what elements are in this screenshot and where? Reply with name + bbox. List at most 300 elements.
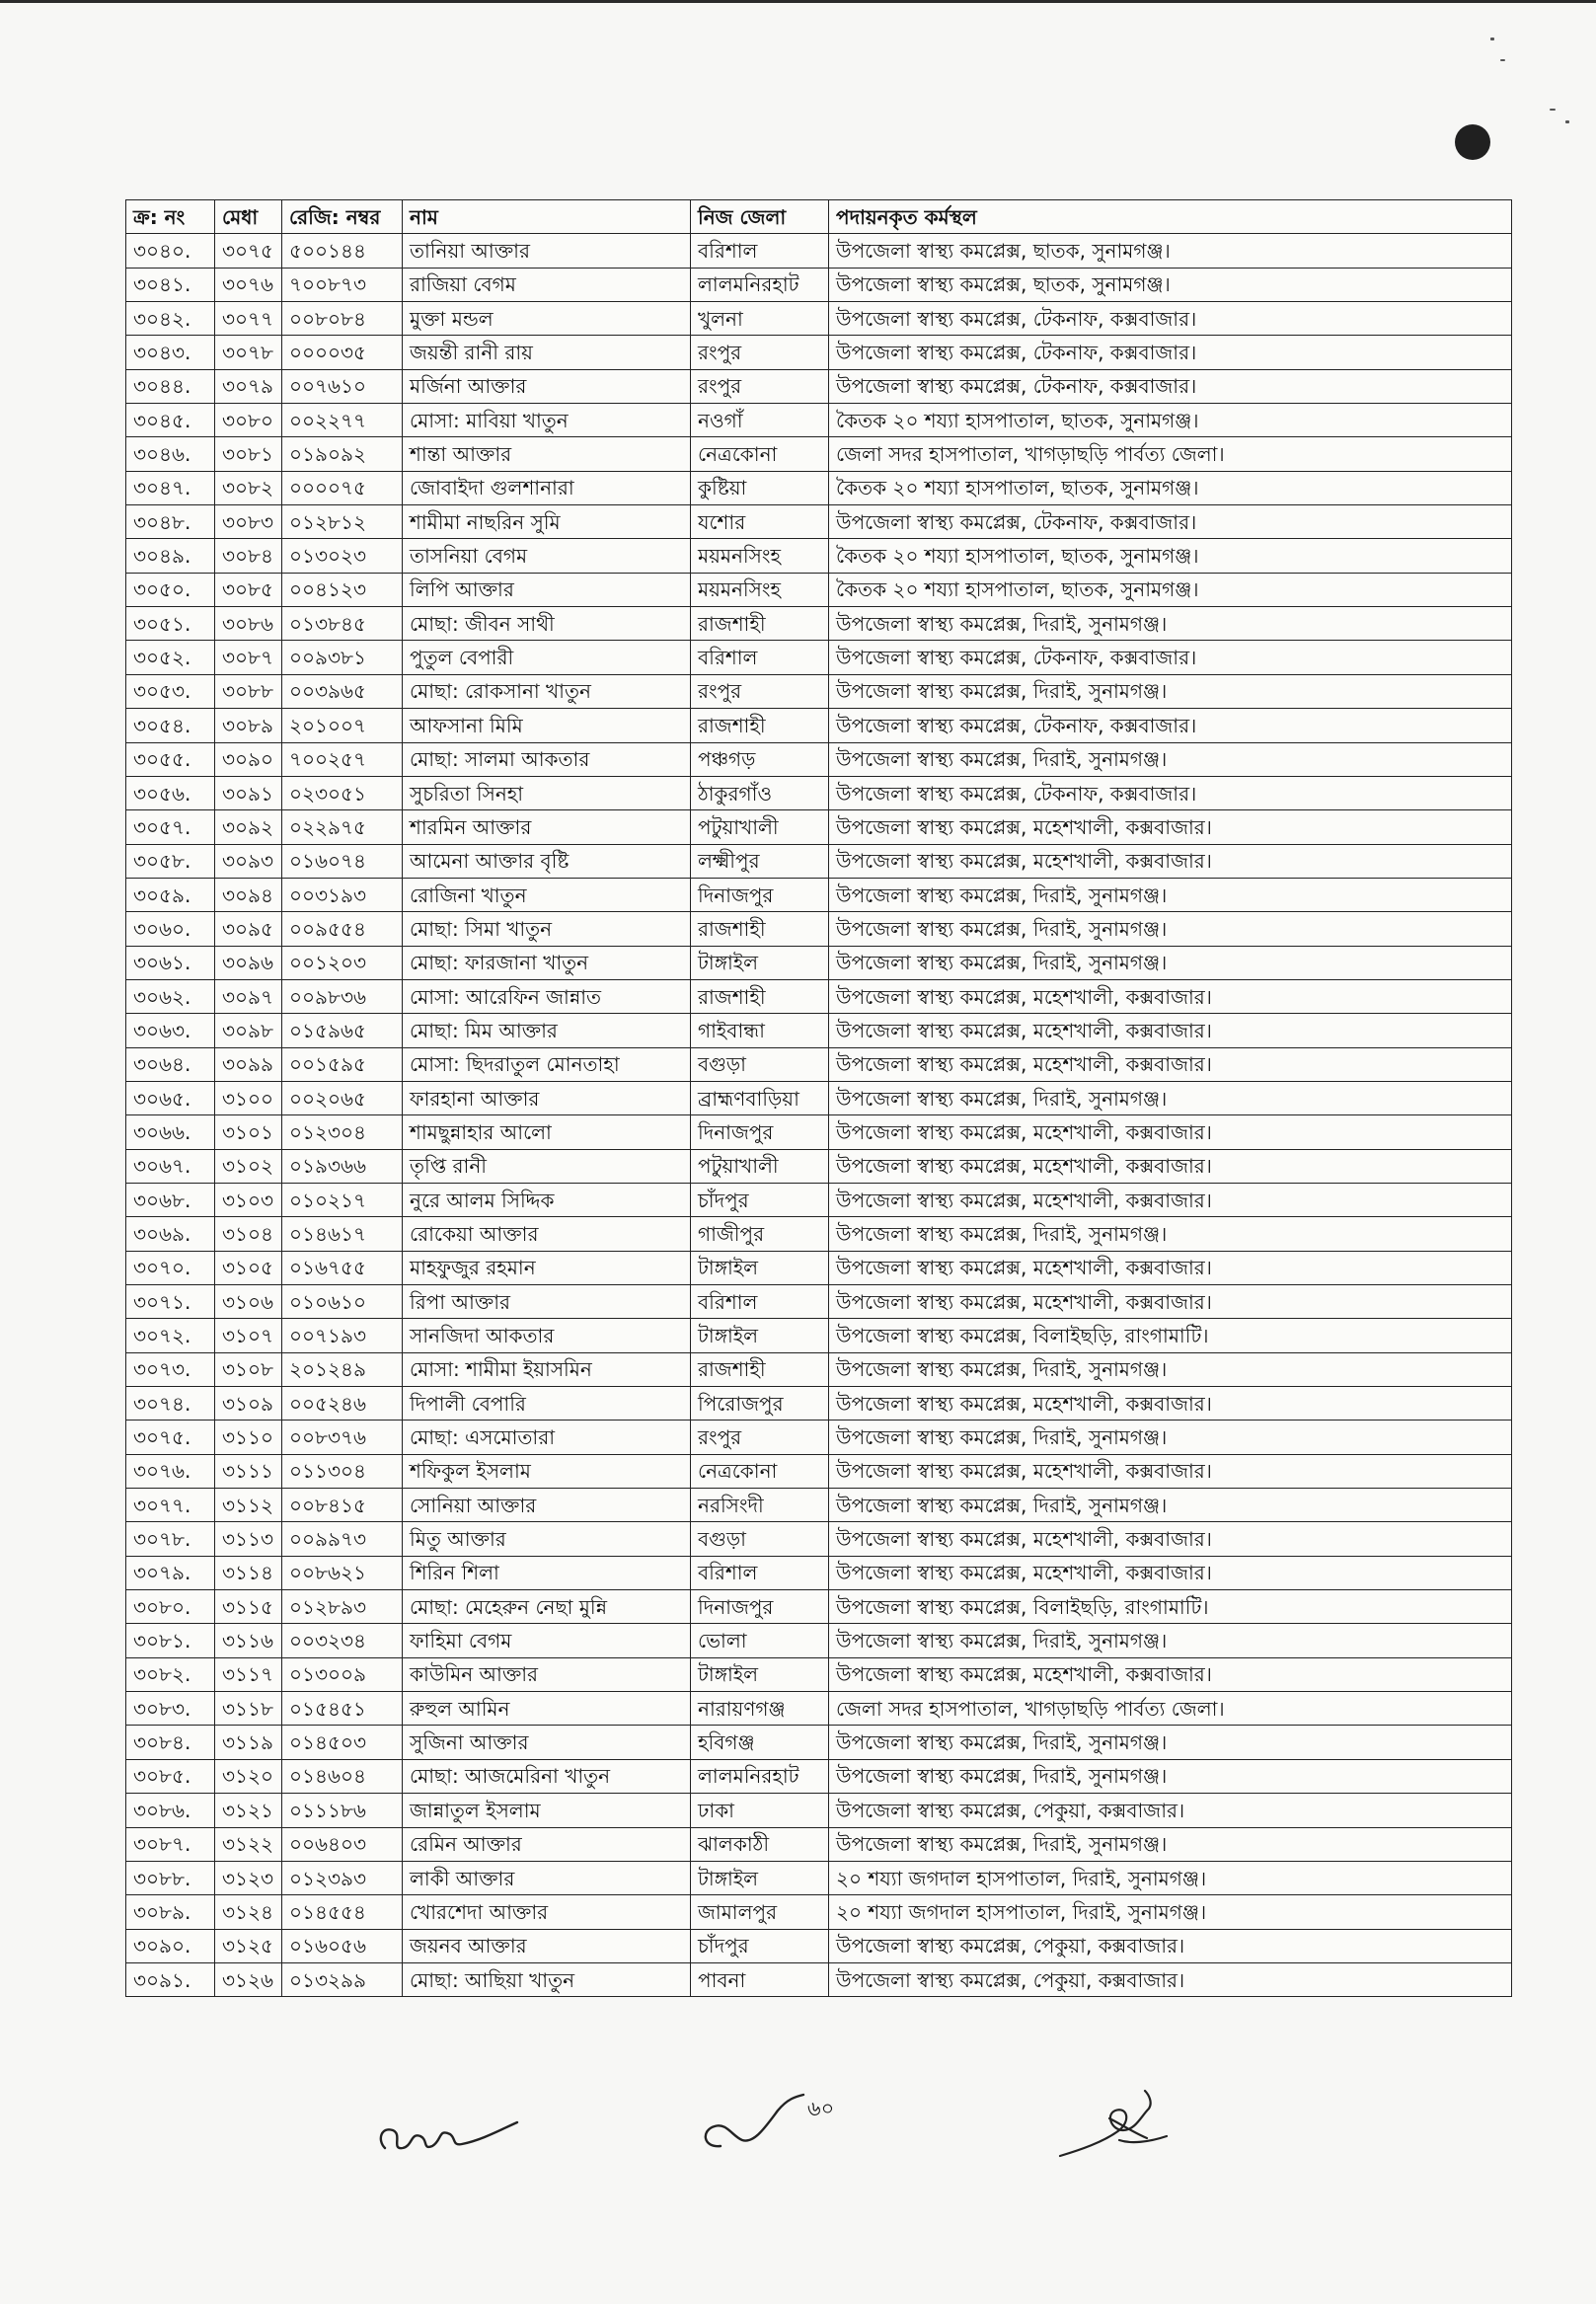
cell-name: শামছুন্নাহার আলো: [403, 1115, 691, 1149]
cell-merit: ৩০৮৬: [215, 607, 282, 641]
cell-name: রাজিয়া বেগম: [403, 268, 691, 301]
cell-name: তৃপ্তি রানী: [403, 1149, 691, 1183]
cell-name: কাউমিন আক্তার: [403, 1657, 691, 1691]
cell-name: ফারহানা আক্তার: [403, 1081, 691, 1114]
table-row: [126, 573, 1512, 606]
cell-reg: ০০২২৭৭: [282, 404, 403, 437]
cell-district: রাজশাহী: [691, 979, 829, 1013]
cell-merit: ৩১২৫: [215, 1929, 282, 1962]
table-row: [126, 1251, 1512, 1284]
cell-name: মোছা: সিমা খাতুন: [403, 912, 691, 946]
cell-posting: উপজেলা স্বাস্থ্য কমপ্লেক্স, দিরাই, সুনামগঞ্জ।: [829, 1827, 1512, 1861]
cell-serial: ৩০৪৭.: [126, 471, 215, 504]
cell-name: আফসানা মিমি: [403, 709, 691, 742]
table-row: [126, 1759, 1512, 1793]
cell-reg: ০০৮০৮৪: [282, 302, 403, 336]
cell-name: মোছা: মেহেরুন নেছা মুন্নি: [403, 1590, 691, 1624]
cell-posting: উপজেলা স্বাস্থ্য কমপ্লেক্স, দিরাই, সুনামগঞ্জ।: [829, 607, 1512, 641]
cell-serial: ৩০৫৬.: [126, 776, 215, 809]
cell-name: সোনিয়া আক্তার: [403, 1489, 691, 1522]
cell-posting: কৈতক ২০ শয্যা হাসপাতাল, ছাতক, সুনামগঞ্জ।: [829, 471, 1512, 504]
cell-reg: ০০৯৮৩৬: [282, 979, 403, 1013]
cell-merit: ৩০৯১: [215, 776, 282, 809]
cell-district: লালমনিরহাট: [691, 1759, 829, 1793]
cell-merit: ৩১২২: [215, 1827, 282, 1861]
scan-speck: [1550, 109, 1556, 111]
table-row: [126, 1285, 1512, 1319]
cell-district: নেত্রকোনা: [691, 1454, 829, 1488]
cell-serial: ৩০৮৭.: [126, 1827, 215, 1861]
cell-serial: ৩০৭০.: [126, 1251, 215, 1284]
cell-posting: উপজেলা স্বাস্থ্য কমপ্লেক্স, দিরাই, সুনামগঞ্জ।: [829, 1352, 1512, 1386]
cell-posting: উপজেলা স্বাস্থ্য কমপ্লেক্স, মহেশখালী, কক্সবাজার।: [829, 979, 1512, 1013]
cell-reg: ৭০০২৫৭: [282, 742, 403, 776]
table-row: [126, 1319, 1512, 1352]
cell-serial: ৩০৭৩.: [126, 1352, 215, 1386]
table-row: [126, 302, 1512, 336]
cell-posting: উপজেলা স্বাস্থ্য কমপ্লেক্স, দিরাই, সুনামগঞ্জ।: [829, 1081, 1512, 1114]
table-row: [126, 1489, 1512, 1522]
cell-reg: ০১৫৯৬৫: [282, 1014, 403, 1047]
cell-name: মুক্তা মন্ডল: [403, 302, 691, 336]
cell-reg: ০১৪৬১৭: [282, 1217, 403, 1251]
table-row: [126, 268, 1512, 301]
cell-reg: ০১০৬১০: [282, 1285, 403, 1319]
cell-merit: ৩১০২: [215, 1149, 282, 1183]
cell-merit: ৩১০৫: [215, 1251, 282, 1284]
cell-serial: ৩০৫৩.: [126, 674, 215, 708]
cell-district: খুলনা: [691, 302, 829, 336]
cell-district: কুষ্টিয়া: [691, 471, 829, 504]
cell-merit: ৩১০৭: [215, 1319, 282, 1352]
table-row: [126, 505, 1512, 539]
cell-district: বরিশাল: [691, 234, 829, 268]
cell-reg: ০০১২০৩: [282, 946, 403, 979]
cell-name: খোরশেদা আক্তার: [403, 1895, 691, 1929]
page-number: ৬০: [807, 2097, 835, 2120]
cell-serial: ৩০৮৩.: [126, 1692, 215, 1726]
table-row: [126, 878, 1512, 911]
table-row: [126, 1047, 1512, 1081]
cell-reg: ০১৩০০৯: [282, 1657, 403, 1691]
cell-reg: ০১১১৮৬: [282, 1794, 403, 1827]
cell-reg: ০০২০৬৫: [282, 1081, 403, 1114]
cell-name: রোজিনা খাতুন: [403, 878, 691, 911]
table-row: [126, 471, 1512, 504]
cell-serial: ৩০৭৪.: [126, 1387, 215, 1421]
table-row: [126, 1149, 1512, 1183]
table-row: [126, 369, 1512, 403]
cell-posting: উপজেলা স্বাস্থ্য কমপ্লেক্স, মহেশখালী, কক্সবাজার।: [829, 1115, 1512, 1149]
cell-reg: ৭০০৮৭৩: [282, 268, 403, 301]
table-row: [126, 912, 1512, 946]
cell-name: শামীমা নাছরিন সুমি: [403, 505, 691, 539]
cell-district: চাঁদপুর: [691, 1929, 829, 1962]
table-row: [126, 844, 1512, 878]
header-merit: মেধা: [215, 200, 282, 234]
cell-reg: ০১২৩৯৩: [282, 1861, 403, 1894]
cell-district: নরসিংদী: [691, 1489, 829, 1522]
cell-posting: উপজেলা স্বাস্থ্য কমপ্লেক্স, মহেশখালী, কক্সবাজার।: [829, 810, 1512, 844]
cell-reg: ০০৩৯৬৫: [282, 674, 403, 708]
cell-reg: ০০১৫৯৫: [282, 1047, 403, 1081]
signature-2: [681, 2091, 819, 2170]
punch-hole: [1455, 124, 1490, 160]
cell-merit: ৩১০১: [215, 1115, 282, 1149]
cell-serial: ৩০৯১.: [126, 1962, 215, 1996]
cell-serial: ৩০৫০.: [126, 573, 215, 606]
cell-reg: ০০৭৬১০: [282, 369, 403, 403]
cell-merit: ৩১১১: [215, 1454, 282, 1488]
cell-district: দিনাজপুর: [691, 1115, 829, 1149]
cell-district: বগুড়া: [691, 1047, 829, 1081]
cell-serial: ৩০৮৫.: [126, 1759, 215, 1793]
cell-reg: ৫০০১৪৪: [282, 234, 403, 268]
header-serial: ক্র: নং: [126, 200, 215, 234]
cell-merit: ৩০৭৬: [215, 268, 282, 301]
cell-name: মোছা: আজমেরিনা খাতুন: [403, 1759, 691, 1793]
header-district: নিজ জেলা: [691, 200, 829, 234]
scan-top-edge: [0, 0, 1596, 3]
cell-reg: ০১৫৪৫১: [282, 1692, 403, 1726]
cell-reg: ০১৯৩৬৬: [282, 1149, 403, 1183]
table-row: [126, 709, 1512, 742]
cell-posting: উপজেলা স্বাস্থ্য কমপ্লেক্স, বিলাইছড়ি, রাংগামাটি।: [829, 1590, 1512, 1624]
cell-district: রাজশাহী: [691, 1352, 829, 1386]
cell-district: রংপুর: [691, 369, 829, 403]
cell-district: বরিশাল: [691, 1285, 829, 1319]
cell-posting: উপজেলা স্বাস্থ্য কমপ্লেক্স, দিরাই, সুনামগঞ্জ।: [829, 878, 1512, 911]
cell-posting: উপজেলা স্বাস্থ্য কমপ্লেক্স, দিরাই, সুনামগঞ্জ।: [829, 946, 1512, 979]
cell-name: সুজিনা আক্তার: [403, 1726, 691, 1759]
cell-serial: ৩০৭৫.: [126, 1421, 215, 1454]
cell-serial: ৩০৫৯.: [126, 878, 215, 911]
cell-name: লাকী আক্তার: [403, 1861, 691, 1894]
cell-district: রংপুর: [691, 674, 829, 708]
cell-district: পাবনা: [691, 1962, 829, 1996]
cell-reg: ০০৫২৪৬: [282, 1387, 403, 1421]
table-row: [126, 1794, 1512, 1827]
table-row: [126, 1014, 1512, 1047]
cell-serial: ৩০৫১.: [126, 607, 215, 641]
cell-merit: ৩০৯৫: [215, 912, 282, 946]
table-row: [126, 234, 1512, 268]
cell-posting: উপজেলা স্বাস্থ্য কমপ্লেক্স, টেকনাফ, কক্সবাজার।: [829, 302, 1512, 336]
cell-district: ঢাকা: [691, 1794, 829, 1827]
cell-merit: ৩১০৮: [215, 1352, 282, 1386]
cell-merit: ৩১১৬: [215, 1624, 282, 1657]
cell-reg: ০১৬০৭৪: [282, 844, 403, 878]
cell-reg: ০০৮৬২১: [282, 1556, 403, 1589]
cell-name: মোছা: রোকসানা খাতুন: [403, 674, 691, 708]
cell-district: ঠাকুরগাঁও: [691, 776, 829, 809]
cell-posting: উপজেলা স্বাস্থ্য কমপ্লেক্স, দিরাই, সুনামগঞ্জ।: [829, 1624, 1512, 1657]
cell-district: চাঁদপুর: [691, 1183, 829, 1216]
cell-district: রাজশাহী: [691, 709, 829, 742]
cell-posting: উপজেলা স্বাস্থ্য কমপ্লেক্স, দিরাই, সুনামগঞ্জ।: [829, 742, 1512, 776]
cell-reg: ০০৮৩৭৬: [282, 1421, 403, 1454]
cell-merit: ৩০৭৫: [215, 234, 282, 268]
cell-name: সানজিদা আকতার: [403, 1319, 691, 1352]
cell-merit: ৩১২৪: [215, 1895, 282, 1929]
cell-district: বরিশাল: [691, 1556, 829, 1589]
cell-reg: ০১৪৫৫৪: [282, 1895, 403, 1929]
table-row: [126, 1081, 1512, 1114]
cell-posting: উপজেলা স্বাস্থ্য কমপ্লেক্স, মহেশখালী, কক্সবাজার।: [829, 1556, 1512, 1589]
table-row: [126, 1962, 1512, 1996]
cell-district: লালমনিরহাট: [691, 268, 829, 301]
scan-speck: [1490, 38, 1494, 40]
table-row: [126, 1556, 1512, 1589]
cell-serial: ৩০৮৬.: [126, 1794, 215, 1827]
cell-name: মোছা: এসমোতারা: [403, 1421, 691, 1454]
cell-district: টাঙ্গাইল: [691, 1657, 829, 1691]
cell-posting: উপজেলা স্বাস্থ্য কমপ্লেক্স, মহেশখালী, কক্সবাজার।: [829, 1285, 1512, 1319]
cell-name: নুরে আলম সিদ্দিক: [403, 1183, 691, 1216]
cell-district: ভোলা: [691, 1624, 829, 1657]
cell-merit: ৩১২৩: [215, 1861, 282, 1894]
cell-name: শান্তা আক্তার: [403, 437, 691, 471]
cell-merit: ৩১১৩: [215, 1522, 282, 1556]
table-row: [126, 1657, 1512, 1691]
cell-posting: উপজেলা স্বাস্থ্য কমপ্লেক্স, মহেশখালী, কক্সবাজার।: [829, 1149, 1512, 1183]
cell-posting: উপজেলা স্বাস্থ্য কমপ্লেক্স, মহেশখালী, কক্সবাজার।: [829, 1251, 1512, 1284]
cell-serial: ৩০৮১.: [126, 1624, 215, 1657]
cell-serial: ৩০৪৩.: [126, 336, 215, 369]
cell-posting: উপজেলা স্বাস্থ্য কমপ্লেক্স, দিরাই, সুনামগঞ্জ।: [829, 1726, 1512, 1759]
table-row: [126, 1115, 1512, 1149]
cell-posting: উপজেলা স্বাস্থ্য কমপ্লেক্স, ছাতক, সুনামগঞ্জ।: [829, 234, 1512, 268]
cell-name: পুতুল বেপারী: [403, 641, 691, 674]
cell-reg: ০১৩২৯৯: [282, 1962, 403, 1996]
cell-posting: উপজেলা স্বাস্থ্য কমপ্লেক্স, টেকনাফ, কক্সবাজার।: [829, 369, 1512, 403]
cell-district: ব্রাহ্মণবাড়িয়া: [691, 1081, 829, 1114]
cell-posting: উপজেলা স্বাস্থ্য কমপ্লেক্স, পেকুয়া, কক্সবাজার।: [829, 1962, 1512, 1996]
cell-serial: ৩০৫৮.: [126, 844, 215, 878]
cell-name: লিপি আক্তার: [403, 573, 691, 606]
cell-reg: ০০৩২৩৪: [282, 1624, 403, 1657]
cell-merit: ৩১০০: [215, 1081, 282, 1114]
cell-name: জয়ন্তী রানী রায়: [403, 336, 691, 369]
cell-reg: ০০৯৯৭৩: [282, 1522, 403, 1556]
cell-merit: ৩০৯৪: [215, 878, 282, 911]
cell-reg: ০২৩০৫১: [282, 776, 403, 809]
cell-reg: ০১২৩০৪: [282, 1115, 403, 1149]
cell-reg: ০১৬৭৫৫: [282, 1251, 403, 1284]
scan-speck: [1565, 120, 1569, 123]
cell-name: সুচরিতা সিনহা: [403, 776, 691, 809]
cell-posting: উপজেলা স্বাস্থ্য কমপ্লেক্স, দিরাই, সুনামগঞ্জ।: [829, 674, 1512, 708]
cell-merit: ৩১০৪: [215, 1217, 282, 1251]
cell-district: রাজশাহী: [691, 912, 829, 946]
cell-reg: ০০৮৪১৫: [282, 1489, 403, 1522]
cell-name: তাসনিয়া বেগম: [403, 539, 691, 573]
cell-merit: ৩১১৫: [215, 1590, 282, 1624]
table-row: [126, 1454, 1512, 1488]
table-row: [126, 1387, 1512, 1421]
table-row: [126, 1624, 1512, 1657]
table-row: [126, 1352, 1512, 1386]
cell-district: লক্ষ্মীপুর: [691, 844, 829, 878]
cell-posting: উপজেলা স্বাস্থ্য কমপ্লেক্স, মহেশখালী, কক্সবাজার।: [829, 844, 1512, 878]
cell-name: শফিকুল ইসলাম: [403, 1454, 691, 1488]
cell-district: গাজীপুর: [691, 1217, 829, 1251]
cell-posting: ২০ শয্যা জগদাল হাসপাতাল, দিরাই, সুনামগঞ্জ।: [829, 1861, 1512, 1894]
cell-name: মোছা: মিম আক্তার: [403, 1014, 691, 1047]
cell-district: দিনাজপুর: [691, 1590, 829, 1624]
cell-name: রেমিন আক্তার: [403, 1827, 691, 1861]
cell-name: মোছা: জীবন সাথী: [403, 607, 691, 641]
scan-speck: [1500, 59, 1505, 61]
cell-serial: ৩০৬৩.: [126, 1014, 215, 1047]
cell-district: দিনাজপুর: [691, 878, 829, 911]
cell-reg: ০২২৯৭৫: [282, 810, 403, 844]
cell-serial: ৩০৬৯.: [126, 1217, 215, 1251]
cell-district: নেত্রকোনা: [691, 437, 829, 471]
cell-district: টাঙ্গাইল: [691, 1251, 829, 1284]
cell-name: মোসা: মাবিয়া খাতুন: [403, 404, 691, 437]
cell-serial: ৩০৫৫.: [126, 742, 215, 776]
table-row: [126, 810, 1512, 844]
cell-merit: ৩১২৬: [215, 1962, 282, 1996]
cell-merit: ৩১১৮: [215, 1692, 282, 1726]
cell-reg: ২০১০০৭: [282, 709, 403, 742]
cell-reg: ০১০২১৭: [282, 1183, 403, 1216]
cell-merit: ৩০৮২: [215, 471, 282, 504]
cell-serial: ৩০৬৭.: [126, 1149, 215, 1183]
cell-merit: ৩০৯৯: [215, 1047, 282, 1081]
cell-name: জয়নব আক্তার: [403, 1929, 691, 1962]
table-row: [126, 641, 1512, 674]
cell-serial: ৩০৮২.: [126, 1657, 215, 1691]
cell-district: টাঙ্গাইল: [691, 1861, 829, 1894]
table-row: [126, 539, 1512, 573]
header-posting: পদায়নকৃত কর্মস্থল: [829, 200, 1512, 234]
cell-name: মোসা: শামীমা ইয়াসমিন: [403, 1352, 691, 1386]
cell-merit: ৩০৮৫: [215, 573, 282, 606]
cell-serial: ৩০৬৮.: [126, 1183, 215, 1216]
cell-posting: জেলা সদর হাসপাতাল, খাগড়াছড়ি পার্বত্য জেলা।: [829, 437, 1512, 471]
cell-name: মোছা: ফারজানা খাতুন: [403, 946, 691, 979]
cell-merit: ৩১২০: [215, 1759, 282, 1793]
cell-reg: ০০০০৩৫: [282, 336, 403, 369]
cell-district: ময়মনসিংহ: [691, 573, 829, 606]
cell-posting: উপজেলা স্বাস্থ্য কমপ্লেক্স, মহেশখালী, কক্সবাজার।: [829, 1014, 1512, 1047]
cell-serial: ৩০৫২.: [126, 641, 215, 674]
cell-district: রংপুর: [691, 1421, 829, 1454]
cell-name: জোবাইদা গুলশানারা: [403, 471, 691, 504]
cell-reg: ০০৬৪০৩: [282, 1827, 403, 1861]
cell-reg: ০১৯০৯২: [282, 437, 403, 471]
cell-reg: ০০৪১২৩: [282, 573, 403, 606]
cell-name: রোকেয়া আক্তার: [403, 1217, 691, 1251]
cell-serial: ৩০৭১.: [126, 1285, 215, 1319]
cell-merit: ৩০৯০: [215, 742, 282, 776]
cell-posting: উপজেলা স্বাস্থ্য কমপ্লেক্স, টেকনাফ, কক্সবাজার।: [829, 709, 1512, 742]
cell-name: আমেনা আক্তার বৃষ্টি: [403, 844, 691, 878]
cell-posting: উপজেলা স্বাস্থ্য কমপ্লেক্স, দিরাই, সুনামগঞ্জ।: [829, 1489, 1512, 1522]
cell-merit: ৩১১৭: [215, 1657, 282, 1691]
cell-posting: উপজেলা স্বাস্থ্য কমপ্লেক্স, মহেশখালী, কক্সবাজার।: [829, 1387, 1512, 1421]
cell-posting: জেলা সদর হাসপাতাল, খাগড়াছড়ি পার্বত্য জেলা।: [829, 1692, 1512, 1726]
cell-merit: ৩১০৯: [215, 1387, 282, 1421]
cell-name: শিরিন শিলা: [403, 1556, 691, 1589]
signature-1: [373, 2101, 521, 2170]
signature-3: [1050, 2079, 1178, 2168]
cell-posting: উপজেলা স্বাস্থ্য কমপ্লেক্স, মহেশখালী, কক্সবাজার।: [829, 1454, 1512, 1488]
cell-serial: ৩০৮৮.: [126, 1861, 215, 1894]
cell-merit: ৩০৮৪: [215, 539, 282, 573]
cell-posting: উপজেলা স্বাস্থ্য কমপ্লেক্স, দিরাই, সুনামগঞ্জ।: [829, 912, 1512, 946]
cell-posting: উপজেলা স্বাস্থ্য কমপ্লেক্স, দিরাই, সুনামগঞ্জ।: [829, 1421, 1512, 1454]
cell-posting: উপজেলা স্বাস্থ্য কমপ্লেক্স, টেকনাফ, কক্সবাজার।: [829, 336, 1512, 369]
cell-name: দিপালী বেপারি: [403, 1387, 691, 1421]
cell-reg: ০০০০৭৫: [282, 471, 403, 504]
cell-serial: ৩০৭৯.: [126, 1556, 215, 1589]
cell-serial: ৩০৬১.: [126, 946, 215, 979]
table-row: [126, 979, 1512, 1013]
cell-merit: ৩১১৯: [215, 1726, 282, 1759]
cell-merit: ৩১১২: [215, 1489, 282, 1522]
cell-merit: ৩০৭৯: [215, 369, 282, 403]
cell-district: জামালপুর: [691, 1895, 829, 1929]
cell-serial: ৩০৫৪.: [126, 709, 215, 742]
cell-serial: ৩০৬৫.: [126, 1081, 215, 1114]
cell-name: মোছা: আছিয়া খাতুন: [403, 1962, 691, 1996]
table-header: [126, 200, 1512, 234]
cell-district: পঞ্চগড়: [691, 742, 829, 776]
posting-table: [125, 199, 1512, 1997]
cell-name: মিতু আক্তার: [403, 1522, 691, 1556]
cell-district: রংপুর: [691, 336, 829, 369]
cell-merit: ৩০৭৮: [215, 336, 282, 369]
cell-serial: ৩০৬৪.: [126, 1047, 215, 1081]
cell-posting: উপজেলা স্বাস্থ্য কমপ্লেক্স, মহেশখালী, কক্সবাজার।: [829, 1657, 1512, 1691]
table-row: [126, 336, 1512, 369]
cell-posting: উপজেলা স্বাস্থ্য কমপ্লেক্স, পেকুয়া, কক্সবাজার।: [829, 1794, 1512, 1827]
cell-district: রাজশাহী: [691, 607, 829, 641]
cell-serial: ৩০৭৭.: [126, 1489, 215, 1522]
cell-merit: ৩০৯২: [215, 810, 282, 844]
cell-name: শারমিন আক্তার: [403, 810, 691, 844]
cell-posting: উপজেলা স্বাস্থ্য কমপ্লেক্স, পেকুয়া, কক্সবাজার।: [829, 1929, 1512, 1962]
cell-serial: ৩০৪২.: [126, 302, 215, 336]
cell-reg: ০১২৮৯৩: [282, 1590, 403, 1624]
cell-merit: ৩০৮৯: [215, 709, 282, 742]
cell-serial: ৩০৪০.: [126, 234, 215, 268]
table-row: [126, 1827, 1512, 1861]
cell-reg: ০০৭১৯৩: [282, 1319, 403, 1352]
cell-merit: ৩০৮০: [215, 404, 282, 437]
cell-posting: কৈতক ২০ শয্যা হাসপাতাল, ছাতক, সুনামগঞ্জ।: [829, 404, 1512, 437]
cell-district: যশোর: [691, 505, 829, 539]
cell-reg: ০০৯৩৮১: [282, 641, 403, 674]
cell-district: বরিশাল: [691, 641, 829, 674]
cell-serial: ৩০৮০.: [126, 1590, 215, 1624]
table-row: [126, 1183, 1512, 1216]
cell-merit: ৩১০৩: [215, 1183, 282, 1216]
cell-serial: ৩০৪৫.: [126, 404, 215, 437]
table-row: [126, 1421, 1512, 1454]
cell-serial: ৩০৭৬.: [126, 1454, 215, 1488]
cell-posting: কৈতক ২০ শয্যা হাসপাতাল, ছাতক, সুনামগঞ্জ।: [829, 573, 1512, 606]
cell-name: মর্জিনা আক্তার: [403, 369, 691, 403]
cell-merit: ৩০৯৭: [215, 979, 282, 1013]
cell-name: মাহফুজুর রহমান: [403, 1251, 691, 1284]
cell-posting: উপজেলা স্বাস্থ্য কমপ্লেক্স, টেকনাফ, কক্সবাজার।: [829, 505, 1512, 539]
cell-serial: ৩০৯০.: [126, 1929, 215, 1962]
cell-serial: ৩০৬০.: [126, 912, 215, 946]
